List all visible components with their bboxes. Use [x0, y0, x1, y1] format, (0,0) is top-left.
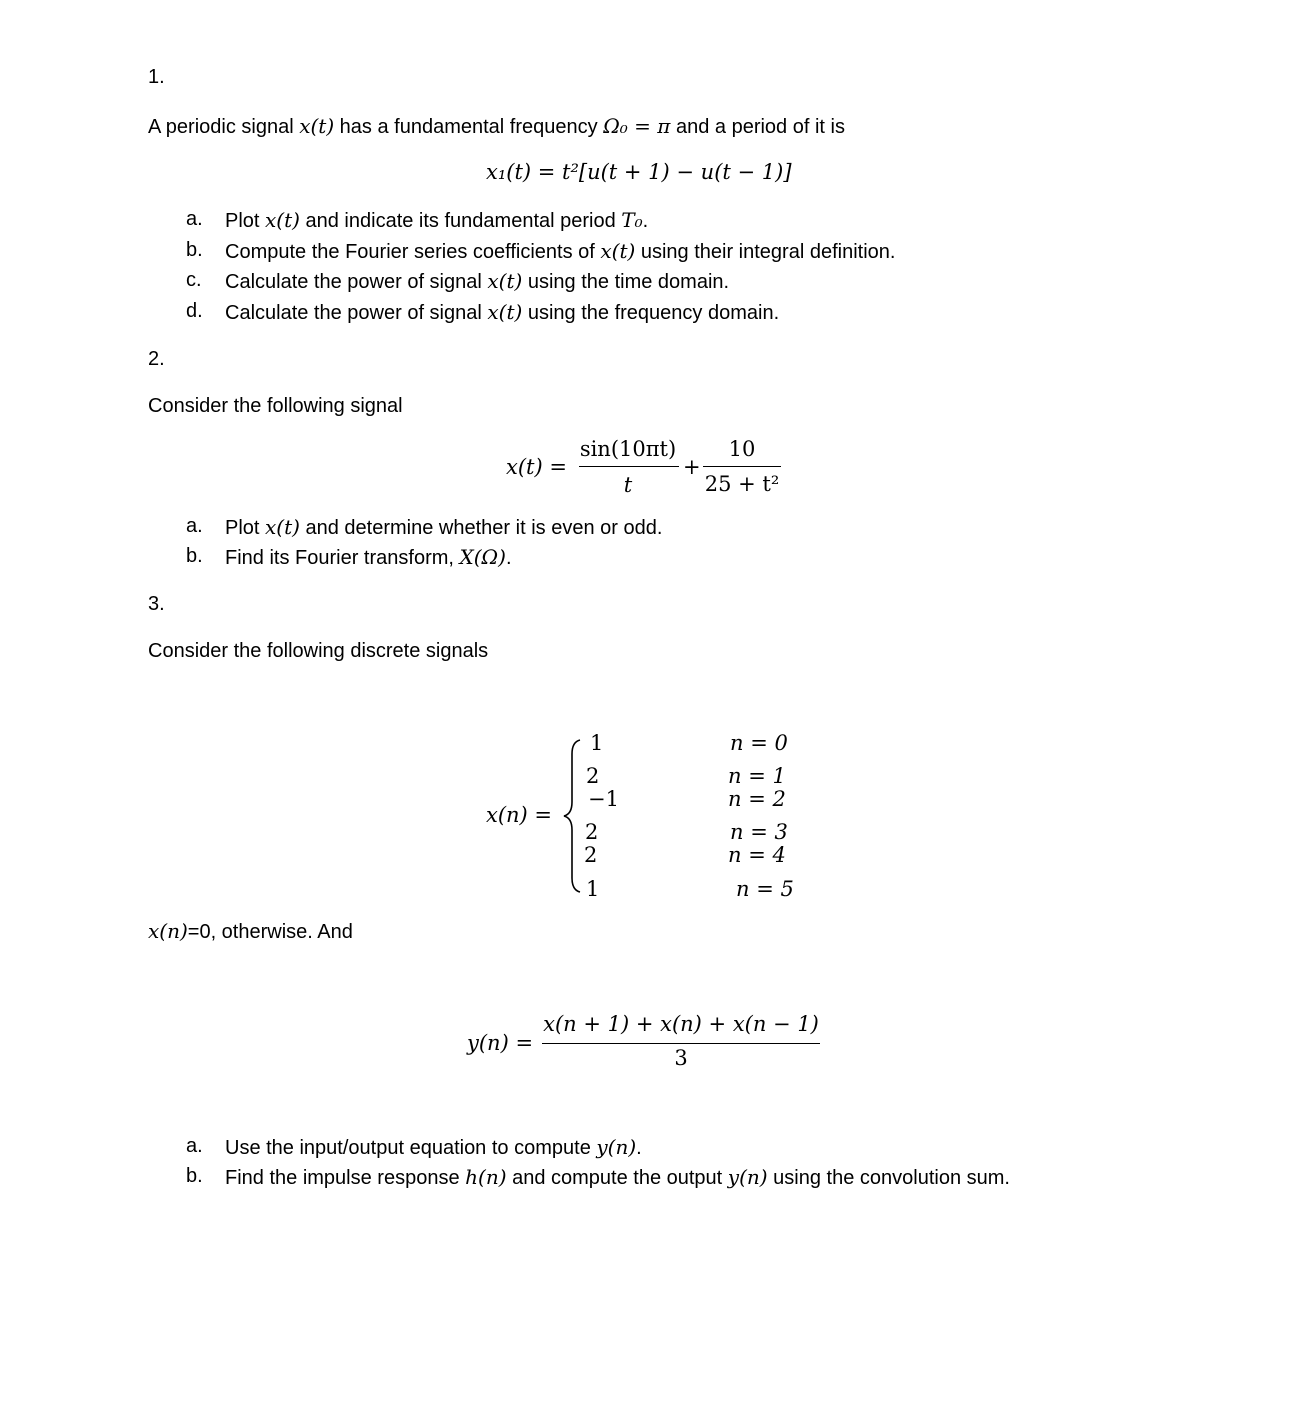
item-text: .: [636, 1137, 642, 1159]
item-text: and indicate its fundamental period: [299, 210, 622, 232]
fraction-numerator: 10: [728, 437, 756, 461]
left-brace-icon: [560, 738, 584, 894]
list-item: [225, 515, 662, 540]
intro-text: has a fundamental frequency: [334, 116, 604, 138]
case-condition: n = 5: [736, 877, 794, 901]
y-denominator: 3: [674, 1046, 688, 1070]
intro-text: and a period of it is: [670, 116, 845, 138]
piecewise-lhs: x(n) =: [486, 803, 553, 827]
item-label: a.: [186, 515, 203, 537]
item-text: and compute the output: [506, 1167, 728, 1189]
item-label: b.: [186, 1165, 203, 1187]
problem-1-number: 1.: [148, 66, 165, 88]
case-value: 2: [585, 820, 599, 844]
case-condition: n = 1: [728, 764, 786, 788]
list-item: [225, 1165, 1010, 1190]
case-value: 1: [586, 877, 600, 901]
item-math: x(t): [487, 300, 523, 324]
item-math: y(n): [596, 1135, 637, 1159]
y-numerator: x(n + 1) + x(n) + x(n − 1): [543, 1012, 819, 1036]
case-condition: n = 0: [730, 731, 788, 755]
y-lhs: y(n) =: [467, 1031, 534, 1055]
item-text: using the frequency domain.: [522, 302, 780, 324]
item-label: c.: [186, 269, 202, 291]
item-math: h(n): [465, 1165, 507, 1189]
fraction-numerator: sin(10πt): [579, 437, 677, 461]
item-label: a.: [186, 1135, 203, 1157]
case-condition: n = 4: [728, 843, 786, 867]
fraction-bar: [703, 466, 781, 467]
item-text: Calculate the power of signal: [225, 271, 488, 293]
problem-2-intro: Consider the following signal: [148, 395, 403, 417]
fraction-denominator: 25 + t²: [704, 472, 780, 496]
list-item: [225, 545, 512, 570]
problem-1-intro: [148, 114, 845, 139]
item-label: b.: [186, 545, 203, 567]
item-label: d.: [186, 300, 203, 322]
case-value: 1: [590, 731, 604, 755]
item-text: Compute the Fourier series coefficients of: [225, 241, 601, 263]
item-label: b.: [186, 239, 203, 261]
case-value: 2: [586, 764, 600, 788]
list-item: [225, 1135, 642, 1160]
item-text: Calculate the power of signal: [225, 302, 488, 324]
item-text: using their integral definition.: [635, 241, 896, 263]
item-text: and determine whether it is even or odd.: [299, 517, 663, 539]
otherwise-text: =0, otherwise. And: [187, 921, 353, 943]
item-text: using the time domain.: [522, 271, 730, 293]
equation-lhs: x(t) =: [506, 455, 567, 479]
item-math: X(Ω): [459, 545, 506, 569]
intro-text: A periodic signal: [148, 116, 300, 138]
item-text: Plot: [225, 210, 266, 232]
case-condition: n = 2: [728, 787, 786, 811]
item-math: y(n): [727, 1165, 768, 1189]
item-text: using the convolution sum.: [767, 1167, 1010, 1189]
item-text: Use the input/output equation to compute: [225, 1137, 597, 1159]
item-math: x(t): [600, 239, 636, 263]
item-math: T₀: [621, 208, 643, 232]
plus-sign: +: [683, 455, 701, 479]
list-item: [225, 239, 895, 264]
item-label: a.: [186, 208, 203, 230]
list-item: [225, 300, 779, 325]
item-math: x(t): [487, 269, 523, 293]
case-condition: n = 3: [730, 820, 788, 844]
fraction-denominator: t: [623, 473, 633, 497]
problem-3-number: 3.: [148, 593, 165, 615]
problem-2-number: 2.: [148, 348, 165, 370]
item-math: x(t): [265, 208, 300, 232]
otherwise-math: x(n): [148, 919, 188, 943]
list-item: [225, 269, 729, 294]
item-math: x(t): [265, 515, 300, 539]
item-text: .: [642, 210, 649, 232]
item-text: Plot: [225, 517, 266, 539]
fraction-bar: [542, 1043, 820, 1044]
problem-1-equation: x₁(t) = t²[u(t + 1) − u(t − 1)]: [486, 160, 792, 184]
item-text: .: [505, 547, 512, 569]
otherwise-line: [148, 919, 353, 944]
intro-frequency: Ω₀ = π: [603, 114, 671, 138]
case-value: 2: [584, 843, 598, 867]
list-item: [225, 208, 648, 233]
intro-signal: x(t): [299, 114, 335, 138]
fraction-bar: [579, 466, 679, 467]
item-text: Find the impulse response: [225, 1167, 466, 1189]
item-text: Find its Fourier transform,: [225, 547, 460, 569]
case-value: −1: [588, 787, 619, 811]
problem-3-intro: Consider the following discrete signals: [148, 640, 489, 662]
